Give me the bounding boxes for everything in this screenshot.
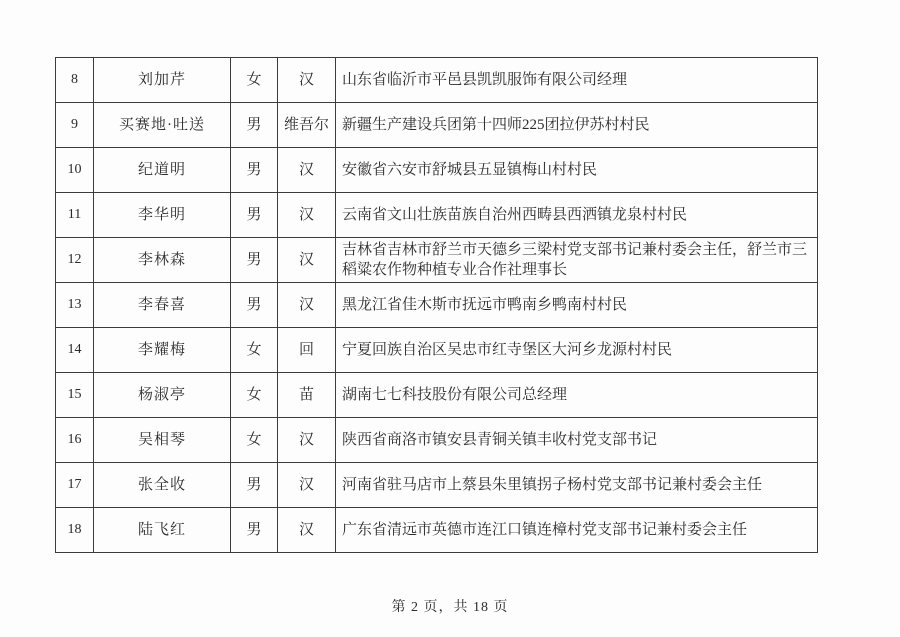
description-cell: 云南省文山壮族苗族自治州西畴县西洒镇龙泉村村民 <box>336 193 818 238</box>
table-row <box>56 103 818 148</box>
table-row <box>56 373 818 418</box>
row-number-cell: 12 <box>56 238 94 283</box>
person-name-cell: 李华明 <box>94 193 231 238</box>
ethnicity-cell: 汉 <box>278 418 336 463</box>
person-name-cell: 买赛地·吐送 <box>94 103 231 148</box>
table-row <box>56 238 818 283</box>
person-name-cell: 李林森 <box>94 238 231 283</box>
description-cell: 黑龙江省佳木斯市抚远市鸭南乡鸭南村村民 <box>336 283 818 328</box>
gender-cell: 女 <box>231 373 278 418</box>
person-name-cell: 吴相琴 <box>94 418 231 463</box>
table-row <box>56 418 818 463</box>
person-name-cell: 纪道明 <box>94 148 231 193</box>
gender-cell: 男 <box>231 508 278 553</box>
description-cell: 河南省驻马店市上蔡县朱里镇拐子杨村党支部书记兼村委会主任 <box>336 463 818 508</box>
row-number-cell: 18 <box>56 508 94 553</box>
table-row <box>56 283 818 328</box>
description-cell: 广东省清远市英德市连江口镇连樟村党支部书记兼村委会主任 <box>336 508 818 553</box>
gender-cell: 男 <box>231 283 278 328</box>
description-cell: 湖南七七科技股份有限公司总经理 <box>336 373 818 418</box>
table-row <box>56 148 818 193</box>
table-row <box>56 508 818 553</box>
ethnicity-cell: 维吾尔 <box>278 103 336 148</box>
page-number-footer: 第 2 页，共 18 页 <box>391 600 509 615</box>
ethnicity-cell: 汉 <box>278 148 336 193</box>
description-cell: 宁夏回族自治区吴忠市红寺堡区大河乡龙源村村民 <box>336 328 818 373</box>
person-name-cell: 李春喜 <box>94 283 231 328</box>
row-number-cell: 15 <box>56 373 94 418</box>
row-number-cell: 10 <box>56 148 94 193</box>
ethnicity-cell: 汉 <box>278 283 336 328</box>
ethnicity-cell: 苗 <box>278 373 336 418</box>
ethnicity-cell: 汉 <box>278 463 336 508</box>
row-number-cell: 9 <box>56 103 94 148</box>
gender-cell: 女 <box>231 328 278 373</box>
gender-cell: 男 <box>231 148 278 193</box>
gender-cell: 男 <box>231 238 278 283</box>
recipients-table <box>55 57 818 553</box>
gender-cell: 男 <box>231 193 278 238</box>
person-name-cell: 刘加芹 <box>94 58 231 103</box>
ethnicity-cell: 汉 <box>278 508 336 553</box>
ethnicity-cell: 回 <box>278 328 336 373</box>
person-name-cell: 李耀梅 <box>94 328 231 373</box>
row-number-cell: 8 <box>56 58 94 103</box>
ethnicity-cell: 汉 <box>278 238 336 283</box>
description-cell: 吉林省吉林市舒兰市天德乡三梁村党支部书记兼村委会主任，舒兰市三稻粱农作物种植专业合作社理事长 <box>336 238 818 283</box>
row-number-cell: 13 <box>56 283 94 328</box>
person-name-cell: 陆飞红 <box>94 508 231 553</box>
gender-cell: 女 <box>231 58 278 103</box>
row-number-cell: 11 <box>56 193 94 238</box>
person-name-cell: 张全收 <box>94 463 231 508</box>
person-name-cell: 杨淑亭 <box>94 373 231 418</box>
description-cell: 新疆生产建设兵团第十四师225团拉伊苏村村民 <box>336 103 818 148</box>
gender-cell: 男 <box>231 463 278 508</box>
ethnicity-cell: 汉 <box>278 193 336 238</box>
description-cell: 山东省临沂市平邑县凯凯服饰有限公司经理 <box>336 58 818 103</box>
recipients-table-body <box>56 58 818 553</box>
row-number-cell: 16 <box>56 418 94 463</box>
ethnicity-cell: 汉 <box>278 58 336 103</box>
table-row <box>56 328 818 373</box>
gender-cell: 女 <box>231 418 278 463</box>
table-row <box>56 193 818 238</box>
row-number-cell: 17 <box>56 463 94 508</box>
table-row <box>56 58 818 103</box>
table-row <box>56 463 818 508</box>
description-cell: 安徽省六安市舒城县五显镇梅山村村民 <box>336 148 818 193</box>
gender-cell: 男 <box>231 103 278 148</box>
description-cell: 陕西省商洛市镇安县青铜关镇丰收村党支部书记 <box>336 418 818 463</box>
row-number-cell: 14 <box>56 328 94 373</box>
